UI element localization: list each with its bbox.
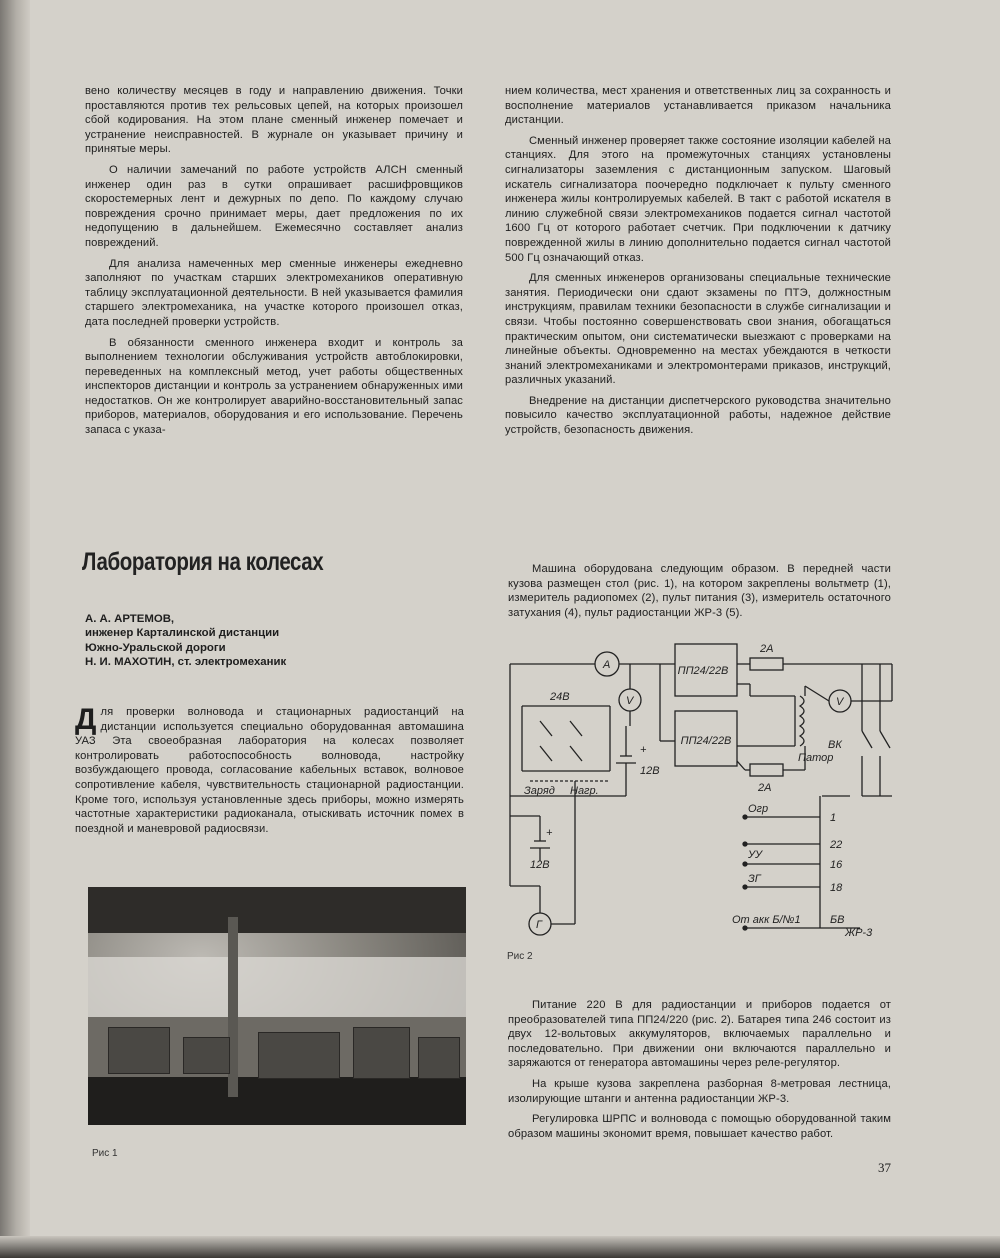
paragraph: Для сменных инженеров организованы специальные технические занятия. Периодически они сдают экзамены по ПТЭ, должностным инструкциям, правилам техники безопасности в службе сигнализации и связи. Чтобы постоянно совершенствовать свои знания, обогащаться практическим опытом, они систематически выезжают с проверками на линейные объекты. Одновременно на местах убеждаются в четкости знаний электромеханиками и электромонтерами приказов, инструкций, различных указаний. — [505, 272, 891, 387]
voltmeter-label-right: V — [836, 696, 844, 708]
generator-label: Г — [536, 919, 542, 931]
drop-cap: Д — [75, 703, 97, 736]
zaryad-label: Заряд — [524, 785, 555, 797]
uu-label: УУ — [748, 849, 763, 861]
author-line: Южно-Уральской дороги — [85, 641, 226, 654]
ogr-label: Огр — [748, 803, 769, 815]
bv-label: БВ — [830, 914, 845, 926]
paragraph: Питание 220 В для радиостанции и приборов подается от преобразователей типа ПП24/220 (рис. 2). Батарея типа 246 состоит из двух 12-вольтовых аккумуляторов, включаемых параллельно и последовательно. При движении они включаются параллельно и заряжаются от генератора автомашины через реле-регулятор. — [508, 999, 891, 1070]
paragraph: Внедрение на дистанции диспетчерского руководства значительно повысило качество эксплуатационной работы, надежное действие устройств, безопасность движения. — [505, 394, 891, 437]
pator-label: Патор — [798, 752, 834, 764]
pin-16-label: 16 — [830, 859, 843, 871]
column-top-left — [85, 84, 463, 444]
book-gutter — [0, 0, 30, 1258]
fuse-label-bottom: 2А — [758, 782, 772, 794]
figure-2-circuit-diagram — [500, 636, 900, 936]
voltage-12-label-top: 12В — [640, 765, 660, 777]
paragraph: В обязанности сменного инженера входит и контроль за выполнением технологии обслуживания устройств автоблокировки, переведенных на комплексный метод, учет работы общественных инспекторов дистанции и контроль за устранением обнаруженных ими недостатков. Он же контролирует аварийно-восстановительный запас приборов, материалов, оборудования и его использование. Перечень запаса с указа- — [85, 336, 463, 437]
plus-sign-top: + — [640, 744, 647, 756]
zg-label: ЗГ — [748, 873, 761, 885]
paragraph: На крыше кузова закреплена разборная 8-метровая лестница, изолирующие штанги и антенна радиостанции ЖР-3. — [508, 1077, 891, 1105]
zhr3-label: ЖР-3 — [845, 927, 873, 936]
equipment-paragraph — [508, 562, 891, 626]
author-line: инженер Карталинской дистанции — [85, 627, 280, 640]
column-top-right — [505, 84, 891, 444]
figure-1-caption: Рис 1 — [92, 1148, 118, 1159]
paragraph — [75, 705, 464, 836]
vk-label: ВК — [828, 739, 842, 751]
article-intro — [75, 705, 464, 842]
voltage-12-label-bottom: 12В — [530, 859, 550, 871]
paragraph: О наличии замечаний по работе устройств АЛСН сменный инженер один раз в сутки опрашивает расшифровщиков скоростемерных лент и дежурных по депо. По каждому случаю повреждения срочно принимает меры, дает предложения по их недопущению в дальнейшем. Ежемесячно составляет анализ повреждений. — [85, 163, 463, 249]
paragraph: Для анализа намеченных мер сменные инженеры ежедневно заполняют по участкам старших электромехаников оперативную таблицу эксплуатационной деятельности. В ней указывается фамилия старшего электромеханика, на участке которого произошел отказ, дата последней проверки устройств. — [85, 257, 463, 328]
column-bottom-right — [508, 998, 891, 1147]
intro-text: ля проверки волновода и стационарных радиостанций на дистанции используется специально оборудованная автомашина УАЗ Эта своеобразная лаборатория на колесах позволяет контролировать работоспособность волновода, настройку возбуждающего провода, согласование кабельных вставок, волновое сопротивление кабеля, чувствительность стационарной радиостанции. Кроме того, используя установленные здесь приборы, можно измерять частотные характеристики радиоканала, отыскивать источник помех в поездной и маневровой радиосвязи. — [75, 706, 464, 835]
voltmeter-label-left: V — [626, 695, 634, 707]
voltage-24-label: 24В — [550, 691, 570, 703]
article-authors — [85, 612, 465, 669]
converter-label-bottom: ПП24/22В — [680, 735, 732, 747]
author-line: Н. И. МАХОТИН, ст. электромеханик — [85, 655, 287, 668]
paragraph: Сменный инженер проверяет также состояние изоляции кабелей на станциях. Для этого на промежуточных станциях установлены сигнализаторы заземления с дистанционным запуском. Шаговый искатель сигнализатора поочередно подключает к пульту сменного инженера жилы контролируемых кабелей. В такт с работой искателя в линию служебной связи электромехаников подается сигнал частотой 1600 Гц от которого работает счетчик. При подключении к датчику поврежденной жилы в линию дополнительно подается сигнал частотой 500 Гц означающий отказ. — [505, 134, 891, 264]
article-title: Лаборатория на колесах — [82, 548, 324, 576]
converter-label-top: ПП24/22В — [677, 665, 729, 677]
pin-1-label: 1 — [830, 812, 837, 824]
paragraph: вено количеству месяцев в году и направлению движения. Точки проставляются против тех рельсовых цепей, на которых произошел сбой кодирования. На этом плане сменный инженер помечает и устранение неисправностей. В журнале он указывает причину и принятые меры. — [85, 85, 463, 156]
pin-22-label: 22 — [830, 839, 843, 851]
figure-2-caption: Рис 2 — [507, 951, 533, 962]
paragraph: нием количества, мест хранения и ответственных лиц за сохранность и восполнение материалов устанавливается приказом начальника дистанции. — [505, 85, 891, 127]
plus-sign-bottom: + — [546, 827, 553, 839]
author-line: А. А. АРТЕМОВ, — [85, 613, 175, 625]
ot-akk-label: От акк Б/№1 — [732, 914, 801, 926]
nagr-label: Нагр. — [570, 785, 599, 797]
paragraph: Регулировка ШРПС и волновода с помощью оборудованной таким образом машины экономит время, повышает качество работ. — [508, 1113, 891, 1140]
pin-18-label: 18 — [830, 882, 843, 894]
fuse-label-top: 2А — [760, 643, 774, 655]
ammeter-label: A — [603, 659, 611, 671]
paragraph: Машина оборудована следующим образом. В передней части кузова размещен стол (рис. 1), на котором закреплены вольтметр (1), измеритель радиопомех (2), пульт питания (3), измеритель остаточного затухания (4), пульт радиостанции ЖР-3 (5). — [508, 563, 891, 619]
scan-bottom-edge — [0, 1236, 1000, 1258]
figure-1-photo — [88, 887, 466, 1125]
page-number: 37 — [878, 1160, 891, 1175]
